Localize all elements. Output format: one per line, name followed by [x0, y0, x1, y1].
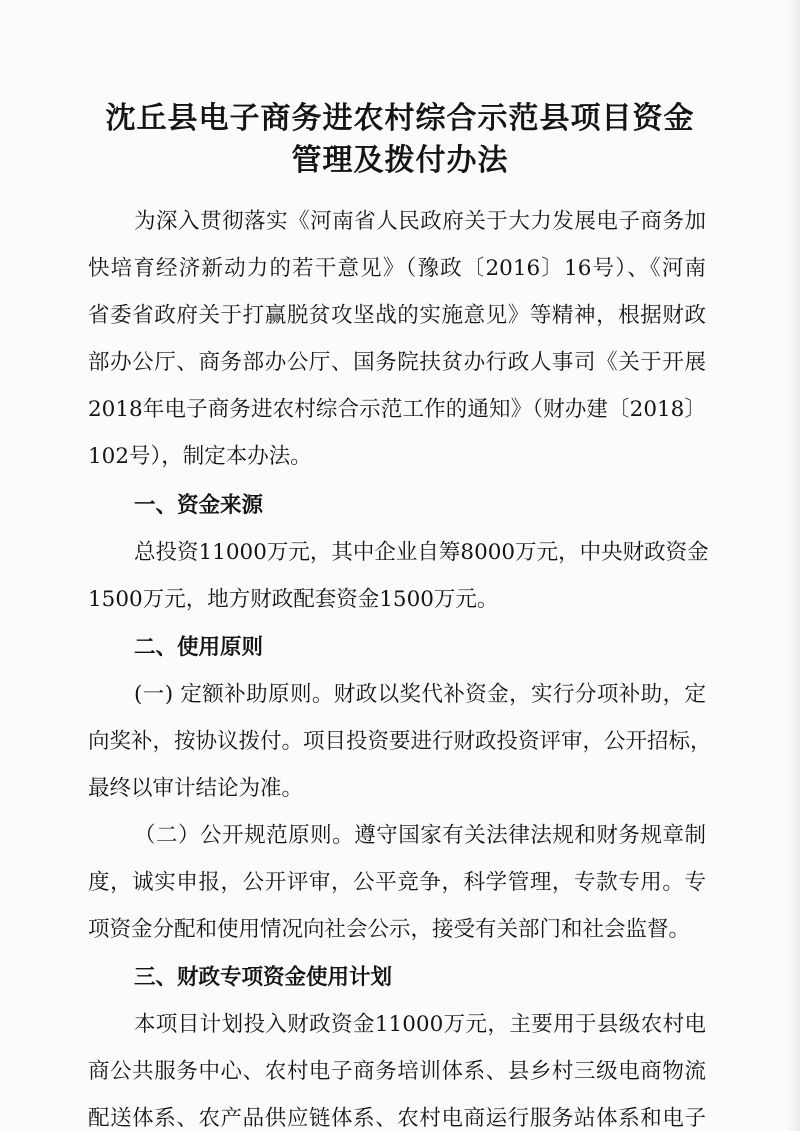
intro-line-5: 2018年电子商务进农村综合示范工作的通知》（财办建〔2018〕: [88, 397, 706, 422]
section-heading-usage-principles: 二、使用原则: [134, 635, 264, 660]
section-heading-fund-plan: 三、财政专项资金使用计划: [134, 965, 393, 990]
section2-item1-line-2: 向奖补，按协议拨付。项目投资要进行财政投资评审，公开招标，: [88, 729, 712, 754]
intro-line-4: 部办公厅、商务部办公厅、国务院扶贫办行政人事司《关于开展: [88, 350, 706, 375]
section-heading-funding-source: 一、资金来源: [134, 493, 264, 518]
section1-line-2: 1500万元，地方财政配套资金1500万元。: [88, 587, 499, 612]
section2-item2-line-1: （二）公开规范原则。遵守国家有关法律法规和财务规章制: [134, 823, 706, 848]
intro-line-3: 省委省政府关于打赢脱贫攻坚战的实施意见》等精神，根据财政: [88, 303, 706, 328]
section2-item2-line-3: 项资金分配和使用情况向社会公示，接受有关部门和社会监督。: [88, 917, 691, 942]
intro-line-2: 快培育经济新动力的若干意见》（豫政〔2016〕16号）、《河南: [88, 256, 706, 281]
section3-line-2: 商公共服务中心、农村电子商务培训体系、县乡村三级电商物流: [88, 1059, 706, 1084]
section2-item1-line-1: (一) 定额补助原则。财政以奖代补资金，实行分项补助，定: [134, 682, 706, 707]
section1-line-1: 总投资11000万元，其中企业自筹8000万元，中央财政资金: [134, 540, 709, 565]
intro-line-6: 102号），制定本办法。: [88, 444, 312, 469]
document-title-line-1: 沈丘县电子商务进农村综合示范县项目资金: [105, 101, 695, 136]
intro-line-1: 为深入贯彻落实《河南省人民政府关于大力发展电子商务加: [134, 209, 706, 234]
section3-line-1: 本项目计划投入财政资金11000万元，主要用于县级农村电: [134, 1012, 706, 1037]
section2-item2-line-2: 度，诚实申报，公开评审，公平竞争，科学管理，专款专用。专: [88, 870, 706, 895]
section2-item1-line-3: 最终以审计结论为准。: [88, 776, 304, 801]
section3-line-3: 配送体系、农产品供应链体系、农村电商运行服务站体系和电子: [88, 1106, 706, 1131]
document-title-line-2: 管理及拨付办法: [291, 143, 509, 178]
